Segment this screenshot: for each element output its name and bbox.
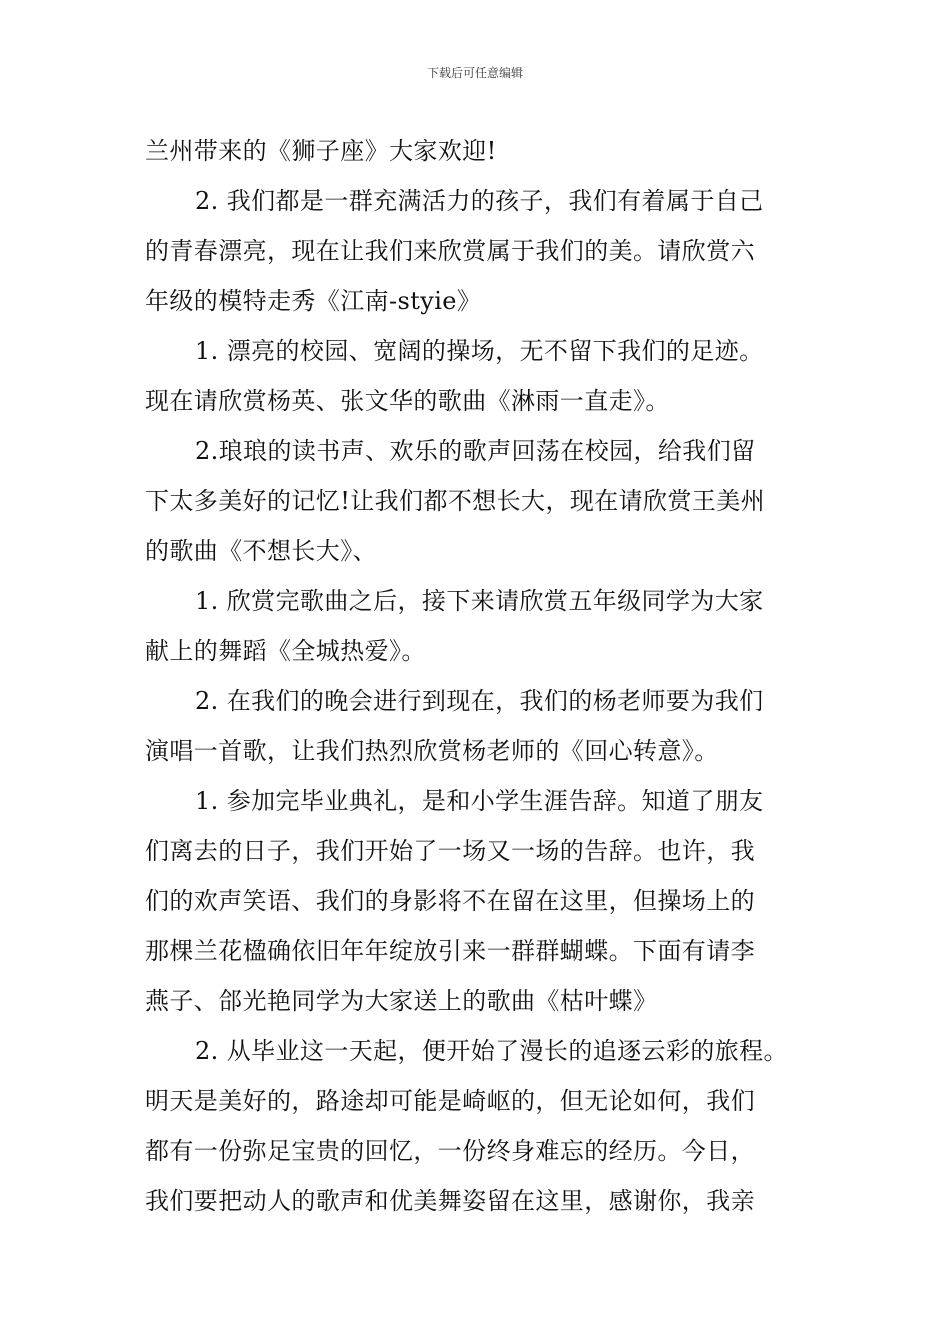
text-line: 献上的舞蹈《全城热爱》。 <box>145 637 426 665</box>
text-line: 2. 从毕业这一天起，便开始了漫长的追逐云彩的旅程。 <box>195 1037 788 1065</box>
text-line: 1. 漂亮的校园、宽阔的操场，无不留下我们的足迹。 <box>195 337 764 365</box>
text-line: 的青春漂亮，现在让我们来欣赏属于我们的美。请欣赏六 <box>145 237 755 265</box>
text-line: 的歌曲《不想长大》、 <box>145 537 377 565</box>
text-line: 现在请欣赏杨英、张文华的歌曲《淋雨一直走》。 <box>145 387 670 415</box>
text-line: 明天是美好的，路途却可能是崎岖的，但无论如何，我们 <box>145 1087 755 1115</box>
text-line: 2. 在我们的晚会进行到现在，我们的杨老师要为我们 <box>195 687 764 715</box>
text-line: 下太多美好的记忆!让我们都不想长大，现在请欣赏王美州 <box>145 487 766 515</box>
text-line: 都有一份弥足宝贵的回忆，一份终身难忘的经历。今日， <box>145 1137 755 1165</box>
text-line: 燕子、郃光艳同学为大家送上的歌曲《枯叶蝶》 <box>145 987 658 1015</box>
page-header: 下载后可任意编辑 <box>426 66 523 80</box>
text-line: 2.琅琅的读书声、欢乐的歌声回荡在校园，给我们留 <box>195 437 756 465</box>
text-line: 2. 我们都是一群充满活力的孩子，我们有着属于自己 <box>195 187 764 215</box>
document-body <box>145 126 835 1226</box>
text-line: 1. 参加完毕业典礼，是和小学生涯告辞。知道了朋友 <box>195 787 764 815</box>
text-line: 我们要把动人的歌声和优美舞姿留在这里，感谢你，我亲 <box>145 1187 755 1215</box>
text-line: 演唱一首歌，让我们热烈欣赏杨老师的《回心转意》。 <box>145 737 719 765</box>
text-line: 兰州带来的《狮子座》大家欢迎! <box>145 137 497 165</box>
text-line: 1. 欣赏完歌曲之后，接下来请欣赏五年级同学为大家 <box>195 587 764 615</box>
text-line: 们的欢声笑语、我们的身影将不在留在这里，但操场上的 <box>145 887 755 915</box>
text-line: 们离去的日子，我们开始了一场又一场的告辞。也许，我 <box>145 837 755 865</box>
text-line: 那棵兰花楹确依旧年年绽放引来一群群蝴蝶。下面有请李 <box>145 937 755 965</box>
text-line: 年级的模特走秀《江南-styie》 <box>145 287 482 315</box>
